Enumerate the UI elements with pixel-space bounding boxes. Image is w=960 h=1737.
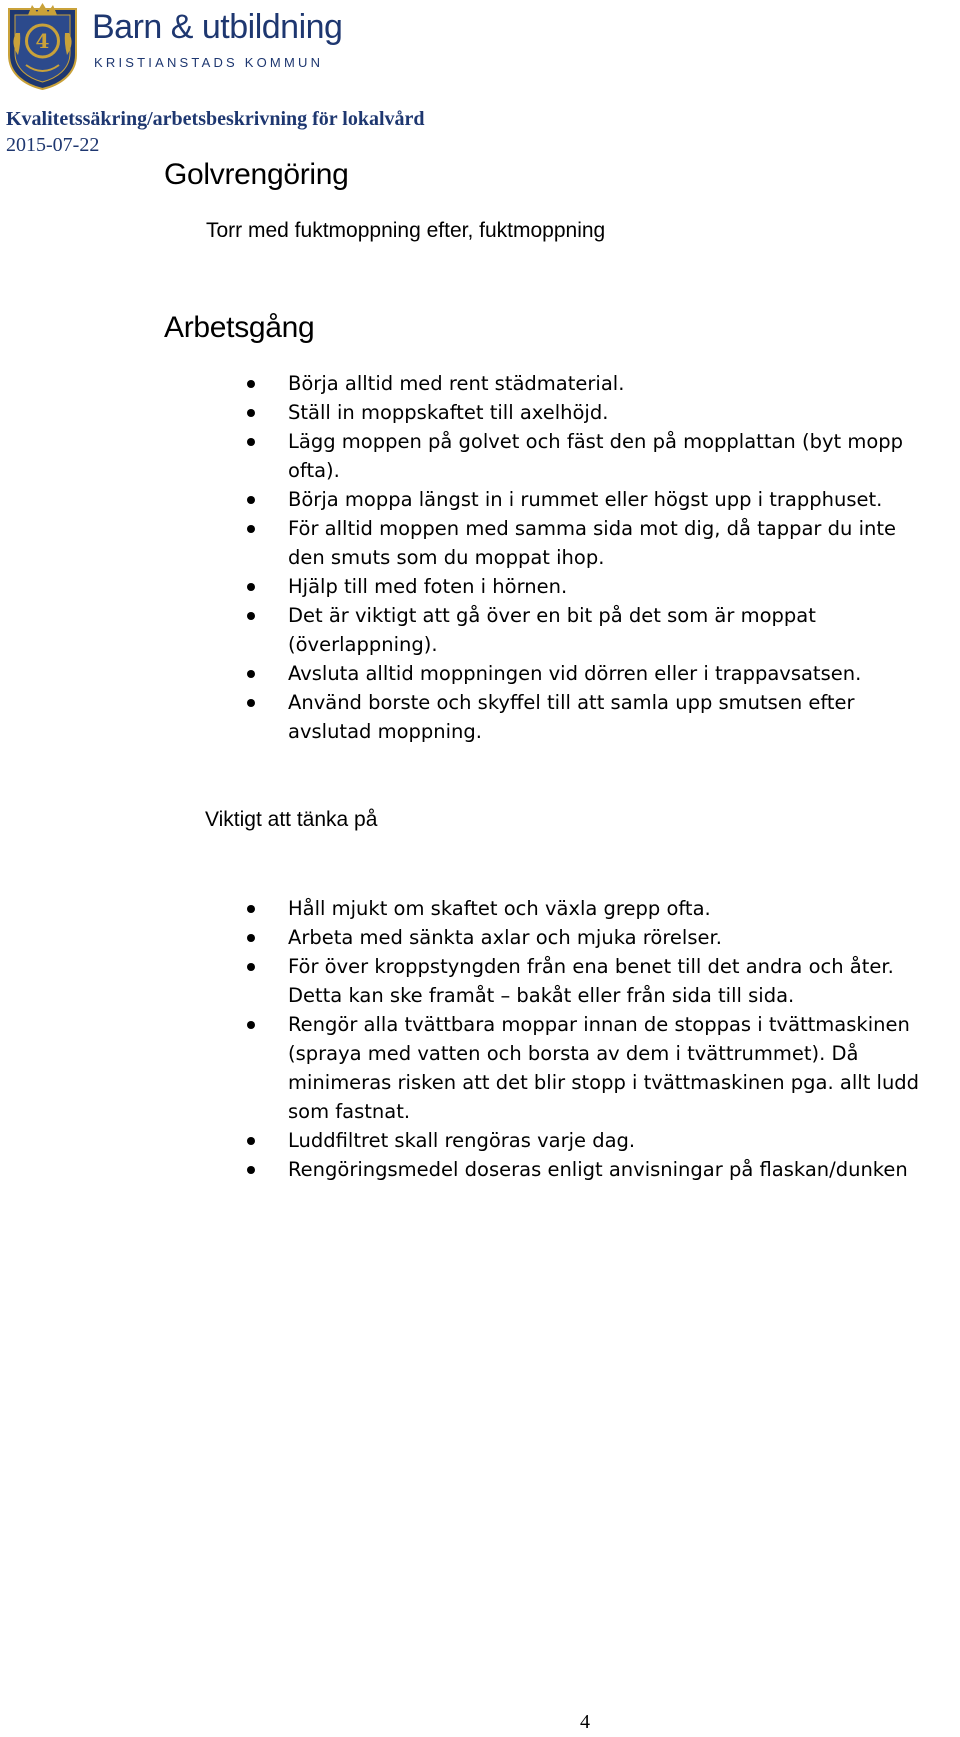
main-heading: Golvrengöring bbox=[164, 158, 349, 191]
list-item-text: För alltid moppen med samma sida mot dig, då tappar du inte bbox=[288, 517, 896, 540]
list-item-text: Rengör alla tvättbara moppar innan de stoppas i tvättmaskinen bbox=[288, 1013, 910, 1036]
bullet-icon bbox=[247, 409, 255, 417]
list-item bbox=[244, 894, 919, 923]
list-item-text: den smuts som du moppat ihop. bbox=[288, 546, 605, 569]
list-item-text: Lägg moppen på golvet och fäst den på mopplattan (byt mopp bbox=[288, 430, 904, 453]
list-item bbox=[244, 369, 903, 398]
list-item-text: Arbeta med sänkta axlar och mjuka rörelser. bbox=[288, 926, 722, 949]
list-item-text: Börja moppa längst in i rummet eller högst upp i trapphuset. bbox=[288, 488, 883, 511]
org-subtitle: KRISTIANSTADS KOMMUN bbox=[94, 55, 324, 70]
bullet-icon bbox=[247, 1166, 255, 1174]
tips-heading: Viktigt att tänka på bbox=[205, 808, 378, 831]
list-item-text: Luddfiltret skall rengöras varje dag. bbox=[288, 1129, 636, 1152]
svg-text:4: 4 bbox=[35, 29, 50, 53]
document-date: 2015-07-22 bbox=[6, 134, 100, 156]
bullet-icon bbox=[247, 583, 255, 591]
list-item-text: Det är viktigt att gå över en bit på det som är moppat bbox=[288, 604, 816, 627]
bullet-icon bbox=[247, 525, 255, 533]
list-item bbox=[244, 923, 919, 952]
bullet-icon bbox=[247, 934, 255, 942]
bullet-icon bbox=[247, 699, 255, 707]
list-item-text: (överlappning). bbox=[288, 633, 438, 656]
list-item-text: (spraya med vatten och borsta av dem i tvättrummet). Då bbox=[288, 1042, 859, 1065]
list-item-text: För över kroppstyngden från ena benet till det andra och åter. bbox=[288, 955, 894, 978]
page-header bbox=[0, 0, 960, 156]
list-item bbox=[244, 398, 903, 427]
list-item-text: som fastnat. bbox=[288, 1100, 411, 1123]
list-item-text: ofta). bbox=[288, 459, 340, 482]
bullet-icon bbox=[247, 670, 255, 678]
bullet-icon bbox=[247, 496, 255, 504]
list-item-text: Börja alltid med rent städmaterial. bbox=[288, 372, 625, 395]
list-item-text: Hjälp till med foten i hörnen. bbox=[288, 575, 568, 598]
bullet-icon bbox=[247, 963, 255, 971]
list-item-text: avslutad moppning. bbox=[288, 720, 482, 743]
list-item bbox=[244, 485, 903, 514]
org-name: Barn & utbildning bbox=[92, 8, 343, 46]
page-number: 4 bbox=[580, 1711, 590, 1733]
list-item bbox=[244, 688, 903, 746]
list-item-text: Använd borste och skyffel till att samla upp smutsen efter bbox=[288, 691, 855, 714]
main-subtitle: Torr med fuktmoppning efter, fuktmoppning bbox=[206, 219, 606, 242]
document-title: Kvalitetssäkring/arbetsbeskrivning för lokalvård bbox=[6, 108, 425, 130]
list-item bbox=[244, 514, 903, 572]
list-item bbox=[244, 1155, 919, 1184]
list-item-text: minimeras risken att det blir stopp i tvättmaskinen pga. allt ludd bbox=[288, 1071, 920, 1094]
list-item-text: Håll mjukt om skaftet och växla grepp ofta. bbox=[288, 897, 711, 920]
bullet-icon bbox=[247, 380, 255, 388]
list-item bbox=[244, 601, 903, 659]
list-item bbox=[244, 572, 903, 601]
list-item bbox=[244, 1010, 919, 1126]
list-item bbox=[244, 659, 903, 688]
bullet-icon bbox=[247, 1137, 255, 1145]
list-item-text: Rengöringsmedel doseras enligt anvisningar på flaskan/dunken bbox=[288, 1158, 908, 1181]
bullet-icon bbox=[247, 905, 255, 913]
tips-list bbox=[244, 894, 919, 1184]
list-item bbox=[244, 1126, 919, 1155]
bullet-icon bbox=[247, 438, 255, 446]
method-heading: Arbetsgång bbox=[164, 311, 315, 344]
bullet-icon bbox=[247, 612, 255, 620]
list-item-text: Ställ in moppskaftet till axelhöjd. bbox=[288, 401, 609, 424]
kristianstad-coat-of-arms-icon bbox=[6, 3, 79, 90]
bullet-icon bbox=[247, 1021, 255, 1029]
list-item bbox=[244, 427, 903, 485]
list-item bbox=[244, 952, 919, 1010]
list-item-text: Avsluta alltid moppningen vid dörren eller i trappavsatsen. bbox=[288, 662, 862, 685]
method-list bbox=[244, 369, 903, 746]
list-item-text: Detta kan ske framåt – bakåt eller från sida till sida. bbox=[288, 984, 795, 1007]
